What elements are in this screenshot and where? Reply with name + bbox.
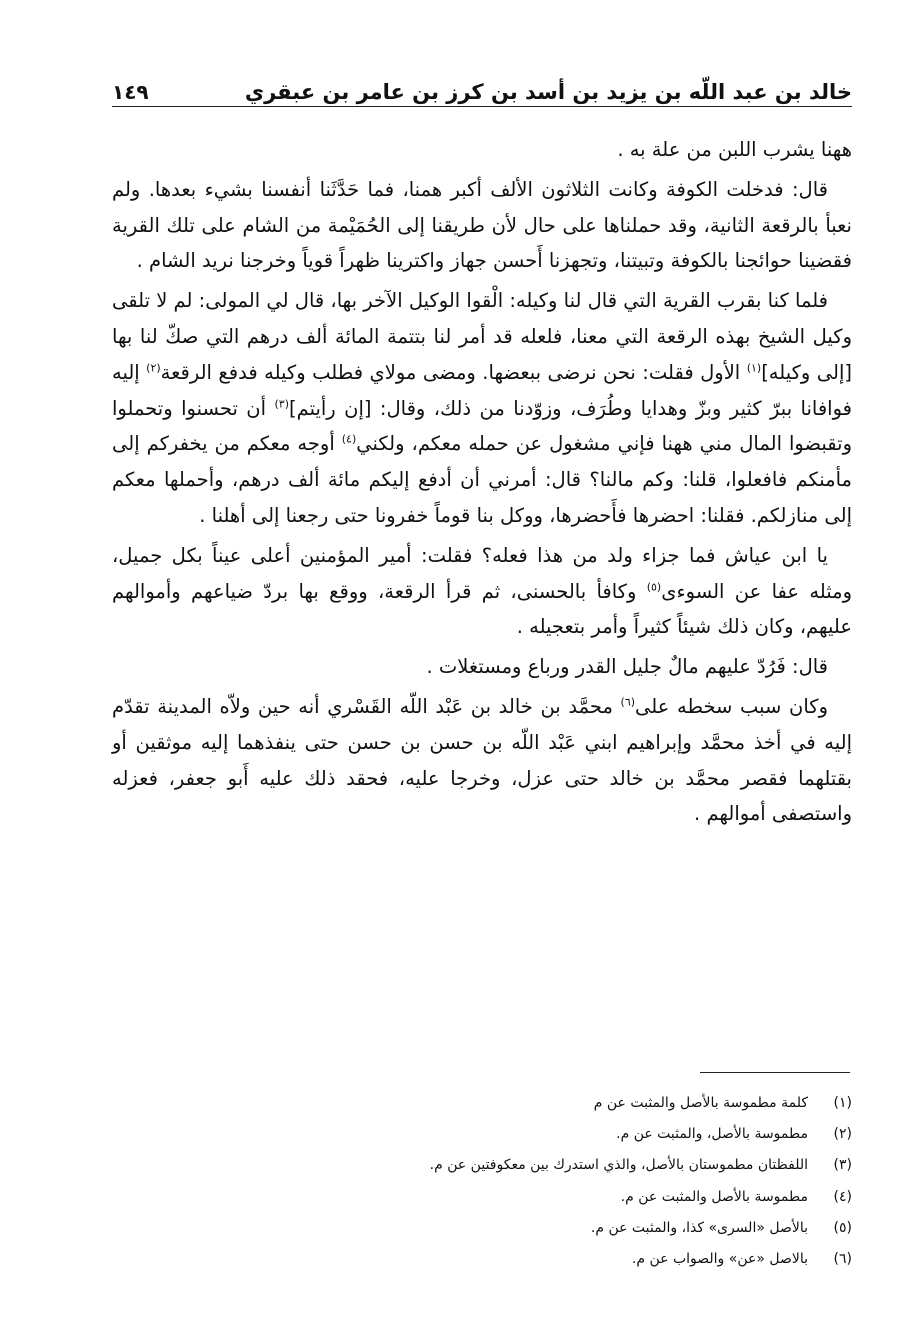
paragraph: ههنا يشرب اللبن من علة به . — [617, 138, 852, 161]
footnote-text: مطموسة بالأصل، والمثبت عن م. — [616, 1126, 808, 1143]
footnotes — [112, 1088, 852, 1275]
footnote-text: بالأصل «السرى» كذا، والمثبت عن م. — [590, 1219, 808, 1236]
footnote — [112, 1088, 852, 1119]
footnote-ref: (٣) — [274, 397, 289, 411]
running-head: خالد بن عبد اللّه بن يزيد بن أسد بن كرز بن عامر بن عبقري — [244, 80, 852, 104]
footnote-number: (٢) — [833, 1126, 852, 1143]
footnote-ref: (٤) — [341, 432, 357, 446]
footnote-ref: (١) — [746, 361, 762, 375]
footnote-text: كلمة مطموسة بالأصل والمثبت عن م — [593, 1095, 808, 1111]
page-header — [112, 70, 852, 104]
footnote-rule — [700, 1072, 850, 1073]
paragraph: يا ابن عياش فما جزاء ولد من هذا فعله؟ فقلت: أمير المؤمنين أعلى عيناً بكل جميل، ومثله عفا عن السوءى$^{(٥)}$ وكافأ بالحسنى، ثم قرأ الرقعة، ووقع بها بردّ ضياعهم وأموالهم عليهم، وكان ذلك شيئاً كثيراً وأمر بتعجيله . — [112, 543, 852, 639]
footnote — [112, 1119, 852, 1150]
footnote-number: (٤) — [833, 1188, 852, 1205]
footnote-number: (١) — [833, 1095, 852, 1111]
footnote — [112, 1182, 852, 1213]
page-number: ١٤٩ — [112, 80, 149, 104]
footnote-number: (٦) — [833, 1251, 852, 1268]
paragraph: قال: فَرُدّ عليهم مالٌ جليل القدر ورباع ومستغلات . — [426, 655, 828, 679]
footnote — [112, 1213, 852, 1244]
footnote-ref: (٢) — [146, 361, 161, 375]
footnote — [112, 1244, 852, 1275]
paragraph: وكان سبب سخطه على$^{(٦)}$ محمَّد بن خالد بن عَبْد اللّه القَسْري أنه حين ولاّه المدينة تقدّم إليه في أخذ محمَّد وإبراهيم ابني عَبْد اللّه بن حسن بن حسن حتى ينفذهما إليه موثقين أو بقتلهما فقصر محمَّد بن خالد حتى عزل، وخرجا عليه، فحقد ذلك عليه أَبو جعفر، فعزله واستصفى أموالهم . — [112, 694, 852, 826]
footnote-ref: (٦) — [620, 695, 636, 709]
header-rule — [112, 106, 852, 107]
footnote — [112, 1150, 852, 1181]
footnote-number: (٥) — [833, 1219, 852, 1236]
footnote-text: اللفظتان مطموستان بالأصل، والذي استدرك بين معكوفتين عن م. — [429, 1157, 808, 1174]
footnote-number: (٣) — [833, 1157, 852, 1174]
paragraph: فلما كنا بقرب القرية التي قال لنا وكيله: الْقوا الوكيل الآخر بها، قال لي المولى: لم لا تلقى وكيل الشيخ بهذه الرقعة التي معنا، فلعله قد أمر لنا بتتمة المائة ألف درهم التي صكّ لنا بها [إلى وكيله]$^{(١)}$ الأول فقلت: نحن نرضى ببعضها. ومضى مولاي فطلب وكيله فدفع الرقعة$^{(٢)}$ إليه فوافانا ببرّ كثير وبزّ وهدايا وطُرَف، وزوّدنا من ذلك، وقال: [إن رأيتم]$^{(٣)}$ أن تحسنوا وتحملوا وتقبضوا المال مني ههنا فإني مشغول عن حمله معكم، ولكني$^{(٤)}$ أوجه معكم من يخفركم إلى مأمنكم فافعلوا، قلنا: وكم مالنا؟ قال: أمرني أن أدفع إليكم مائة ألف درهم، وأحملها معكم إلى منازلكم. فقلنا: احضرها فأَحضرها، ووكل بنا قوماً خفرونا حتى رجعنا إلى أهلنا . — [112, 289, 852, 527]
footnote-text: بالاصل «عن» والصواب عن م. — [631, 1251, 808, 1268]
body-text — [112, 132, 852, 836]
footnote-text: مطموسة بالأصل والمثبت عن م. — [620, 1188, 808, 1205]
footnote-ref: (٥) — [646, 580, 662, 594]
paragraph: قال: فدخلت الكوفة وكانت الثلاثون الألف أكبر همنا، فما حَدَّثَنا أنفسنا بشيء بعدها. ولم نعبأ بالرقعة الثانية، وقد حملناها على حال لأن طريقنا إلى الحُمَيْمة من الشام على تلك القرية فقضينا حوائجنا بالكوفة وتبيتنا، وتجهزنا أَحسن جهاز واكترينا ظهراً قوياً وخرجنا نريد الشام . — [112, 177, 852, 273]
